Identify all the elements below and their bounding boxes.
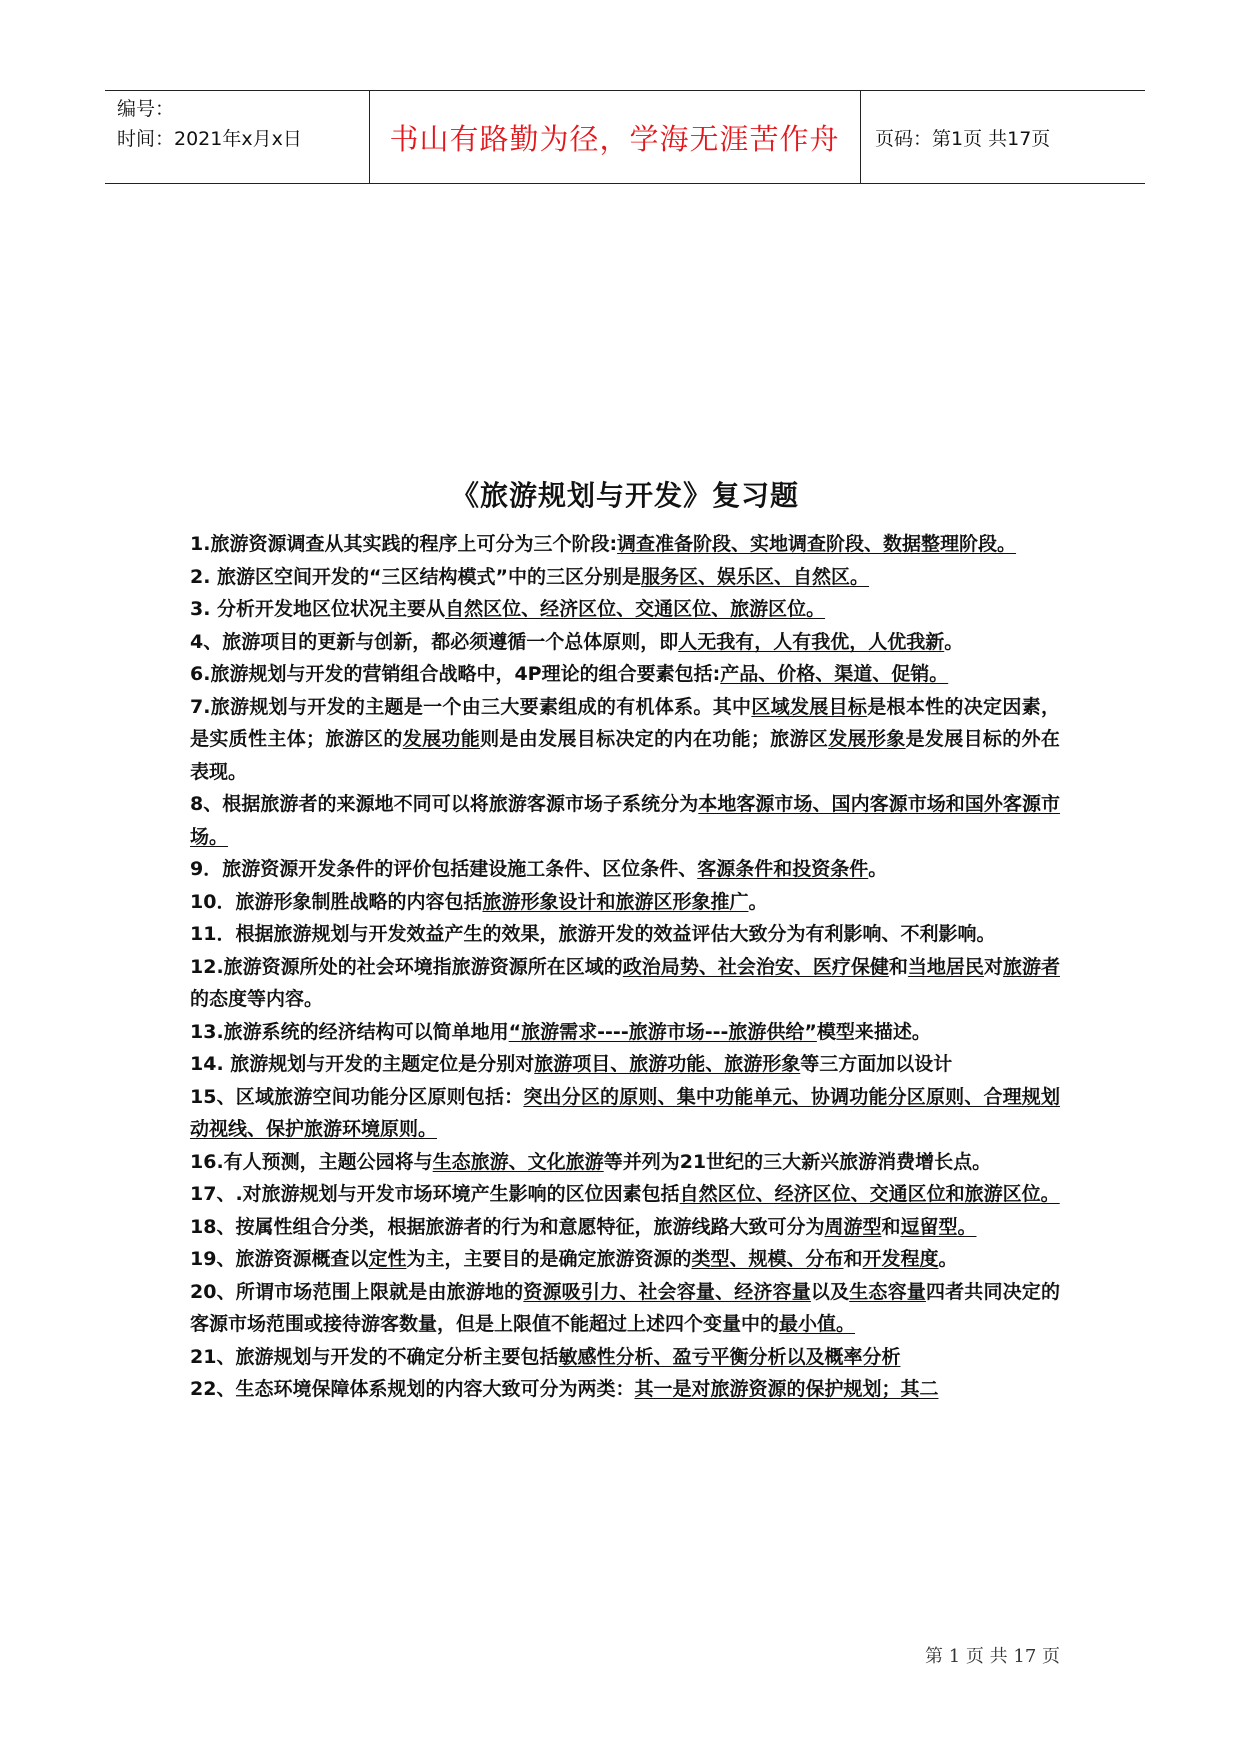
question-text: 9．旅游资源开发条件的评价包括建设施工条件、区位条件、 xyxy=(190,858,698,880)
answer-text: 生态容量 xyxy=(849,1280,926,1303)
question-text: 7.旅游规划与开发的主题是一个由三大要素组成的有机体系。其中 xyxy=(190,695,752,718)
question-item xyxy=(190,658,1060,691)
question-item xyxy=(190,691,1060,789)
question-item xyxy=(190,1016,1060,1049)
question-item xyxy=(190,1211,1060,1244)
answer-text: 逗留型。 xyxy=(900,1215,977,1238)
answer-text: 突出分区的原则、集中功能单元、协调功能分区原则、合理规划动视线、保护旅游环境原则。 xyxy=(190,1085,1060,1140)
question-item xyxy=(190,853,1060,886)
question-text: 11．根据旅游规划与开发效益产生的效果，旅游开发的效益评估大致分为有利影响、不利影响。 xyxy=(190,923,996,945)
question-item xyxy=(190,1178,1060,1211)
question-text: 四者共同决定的客源市场范围或接待游客数量，但是上限值不能超过上述四个变量中的 xyxy=(190,1280,1060,1335)
header-motto: 书山有路勤为径，学海无涯苦作舟 xyxy=(389,121,840,156)
question-text: 和 xyxy=(843,1248,863,1270)
question-item xyxy=(190,1081,1060,1146)
answer-text: 其一是对旅游资源的保护规划；其二 xyxy=(634,1378,939,1400)
question-text: 16.有人预测，主题公园将与 xyxy=(190,1150,433,1173)
answer-text: 周游型 xyxy=(824,1215,882,1238)
answer-text: 类型、规模、分布 xyxy=(691,1248,844,1270)
question-text: 为主，主要目的是确定旅游资源的 xyxy=(406,1248,692,1270)
question-item xyxy=(190,1276,1060,1341)
question-item xyxy=(190,1146,1060,1179)
question-text: 。 xyxy=(748,890,768,913)
answer-text: 自然区位、经济区位、交通区位、旅游区位。 xyxy=(445,598,826,620)
question-text: 14. 旅游规划与开发的主题定位是分别对 xyxy=(190,1053,535,1075)
question-text: 模型来描述。 xyxy=(816,1020,931,1043)
answer-text: 自然区位、经济区位、交通区位和旅游区位。 xyxy=(679,1183,1060,1205)
question-item xyxy=(190,561,1060,594)
question-text: 21、旅游规划与开发的不确定分析主要包括 xyxy=(190,1345,559,1368)
answer-text: 本地客源市场、国内客源市场和国外客源市场。 xyxy=(190,793,1060,848)
question-item xyxy=(190,1373,1060,1406)
header-divider-right xyxy=(860,90,861,184)
answer-text: 政治局势、社会治安、医疗保健 xyxy=(622,955,889,978)
answer-text: 发展形象 xyxy=(828,728,906,750)
question-text: 等三方面加以设计 xyxy=(800,1053,953,1075)
question-text: 12.旅游资源所处的社会环境指旅游资源所在区域的 xyxy=(190,955,623,978)
question-text: 以及 xyxy=(810,1280,850,1303)
page-footer: 第 1 页 共 17 页 xyxy=(925,1646,1060,1667)
question-text: 。 xyxy=(944,630,964,653)
question-text: 22、生态环境保障体系规划的内容大致可分为两类： xyxy=(190,1378,635,1400)
answer-text: 开发程度 xyxy=(862,1248,939,1270)
question-text: 2. 旅游区空间开发的“三区结构模式”中的三区分别是 xyxy=(190,565,642,588)
question-text: 17、.对旅游规划与开发市场环境产生影响的区位因素包括 xyxy=(190,1183,680,1205)
header-meta xyxy=(117,94,302,154)
question-text: 15、区域旅游空间功能分区原则包括： xyxy=(190,1085,524,1108)
answer-text: 区域发展目标 xyxy=(751,695,868,718)
answer-text: 产品、价格、渠道、促销。 xyxy=(720,663,949,685)
question-item xyxy=(190,951,1060,1016)
question-text: 和 xyxy=(881,1215,901,1238)
answer-text: 调查准备阶段、实地调查阶段、数据整理阶段。 xyxy=(617,533,1017,555)
question-text: 19、旅游资源概查以 xyxy=(190,1248,369,1270)
answer-text: 人无我有，人有我优，人优我新 xyxy=(678,630,945,653)
number-label: 编号： xyxy=(117,98,175,120)
document-title: 《旅游规划与开发》复习题 xyxy=(450,479,799,512)
question-item xyxy=(190,1048,1060,1081)
time-label: 时间：2021年x月x日 xyxy=(117,128,302,150)
question-item xyxy=(190,528,1060,561)
question-text: 10．旅游形象制胜战略的内容包括 xyxy=(190,890,483,913)
question-item xyxy=(190,593,1060,626)
question-text: 1.旅游资源调查从其实践的程序上可分为三个阶段: xyxy=(190,533,618,555)
answer-text: 旅游者 xyxy=(1002,955,1060,978)
question-text: 是根本性的决定因素，是实质性主体；旅游区的 xyxy=(190,695,1060,750)
answer-text: 最小值。 xyxy=(779,1313,856,1335)
question-text: 20、所谓市场范围上限就是由旅游地的 xyxy=(190,1280,524,1303)
answer-text: 服务区、娱乐区、自然区。 xyxy=(641,565,870,588)
question-text: 。 xyxy=(868,858,888,880)
question-text: 6.旅游规划与开发的营销组合战略中，4P理论的组合要素包括: xyxy=(190,663,721,685)
page-header xyxy=(105,90,1145,184)
answer-text: 生态旅游、文化旅游 xyxy=(432,1150,604,1173)
answer-text: 当地居民 xyxy=(907,955,984,978)
question-item xyxy=(190,626,1060,659)
answer-text: “旅游需求----旅游市场---旅游供给” xyxy=(508,1020,817,1043)
question-list xyxy=(190,528,1060,1406)
question-text: 18、按属性组合分类，根据旅游者的行为和意愿特征，旅游线路大致可分为 xyxy=(190,1215,825,1238)
answer-text: 发展功能 xyxy=(402,728,481,750)
question-text: 4、旅游项目的更新与创新，都必须遵循一个总体原则，即 xyxy=(190,630,679,653)
question-text: 是发展目标的外在表现。 xyxy=(190,728,1060,783)
question-text: 。 xyxy=(938,1248,958,1270)
question-item xyxy=(190,1341,1060,1374)
question-item xyxy=(190,788,1060,853)
answer-text: 敏感性分析、盈亏平衡分析以及概率分析 xyxy=(558,1345,901,1368)
question-text: 13.旅游系统的经济结构可以简单地用 xyxy=(190,1020,509,1043)
question-text: 则是由发展目标决定的内在功能；旅游区 xyxy=(480,728,829,750)
question-text: 和 xyxy=(888,955,908,978)
question-text: 等并列为21世纪的三大新兴旅游消费增长点。 xyxy=(603,1150,992,1173)
question-item xyxy=(190,1243,1060,1276)
answer-text: 资源吸引力、社会容量、经济容量 xyxy=(523,1280,811,1303)
question-text: 的态度等内容。 xyxy=(190,988,324,1010)
question-item xyxy=(190,886,1060,919)
answer-text: 旅游形象设计和旅游区形象推广 xyxy=(482,890,749,913)
question-text: 对 xyxy=(983,955,1003,978)
answer-text: 定性 xyxy=(368,1248,407,1270)
question-text: 8、根据旅游者的来源地不同可以将旅游客源市场子系统分为 xyxy=(190,793,699,815)
header-page-label: 页码：第1页 共17页 xyxy=(875,127,1051,150)
answer-text: 旅游项目、旅游功能、旅游形象 xyxy=(534,1053,801,1075)
question-text: 3. 分析开发地区位状况主要从 xyxy=(190,598,446,620)
answer-text: 客源条件和投资条件 xyxy=(697,858,869,880)
question-item xyxy=(190,918,1060,951)
